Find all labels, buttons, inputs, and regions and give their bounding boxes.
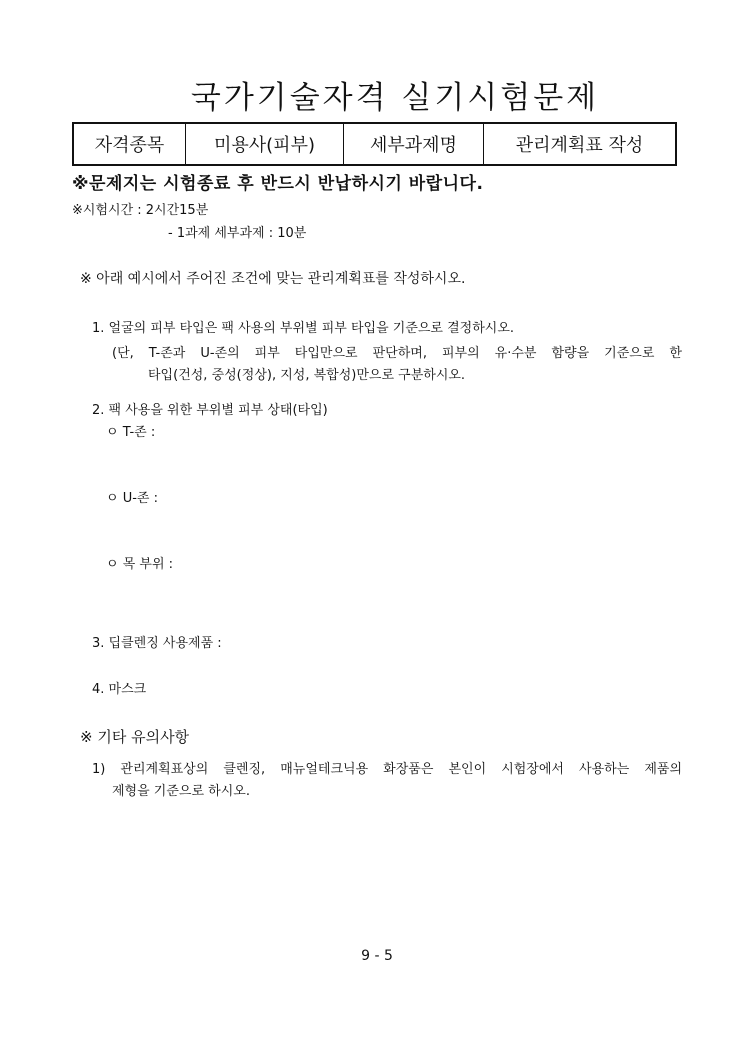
exam-info-table xyxy=(72,122,677,166)
subtask-name-label: 세부과제명 xyxy=(344,124,484,164)
item-1-note-line2: 타입(건성, 중성(정상), 지성, 복합성)만으로 구분하시오. xyxy=(148,368,466,383)
t-zone-field: ㅇ T-존 : xyxy=(106,425,156,440)
u-zone-field: ㅇ U-존 : xyxy=(106,491,158,506)
return-notice: ※문제지는 시험종료 후 반드시 반납하시기 바랍니다. xyxy=(72,174,484,194)
item-3: 3. 딥클렌징 사용제품 : xyxy=(92,636,222,651)
qualification-label: 자격종목 xyxy=(74,124,186,164)
page-title: 국가기술자격 실기시험문제 xyxy=(190,80,600,116)
instruction: ※ 아래 예시에서 주어진 조건에 맞는 관리계획표를 작성하시오. xyxy=(80,271,466,287)
etc-item-1-line2: 제형을 기준으로 하시오. xyxy=(112,784,250,799)
etc-item-1-line1: 1) 관리계획표상의 클렌징, 매뉴얼테크닉용 화장품은 본인이 시험장에서 사용하는 제품의 xyxy=(92,762,682,777)
page-number: 9 - 5 xyxy=(361,948,393,964)
exam-time: ※시험시간 : 2시간15분 xyxy=(72,203,209,218)
item-2: 2. 팩 사용을 위한 부위별 피부 상태(타입) xyxy=(92,403,328,418)
subtask-time: - 1과제 세부과제 : 10분 xyxy=(168,226,307,241)
neck-field: ㅇ 목 부위 : xyxy=(106,557,174,572)
item-1-note-line1: (단, T-존과 U-존의 피부 타입만으로 판단하며, 피부의 유·수분 함량을 기준으로 한 xyxy=(112,346,682,361)
item-1: 1. 얼굴의 피부 타입은 팩 사용의 부위별 피부 타입을 기준으로 결정하시오. xyxy=(92,321,515,336)
item-4: 4. 마스크 xyxy=(92,682,147,697)
qualification-value: 미용사(피부) xyxy=(186,124,344,164)
subtask-name-value: 관리계획표 작성 xyxy=(515,135,644,156)
etc-heading: ※ 기타 유의사항 xyxy=(80,728,190,746)
